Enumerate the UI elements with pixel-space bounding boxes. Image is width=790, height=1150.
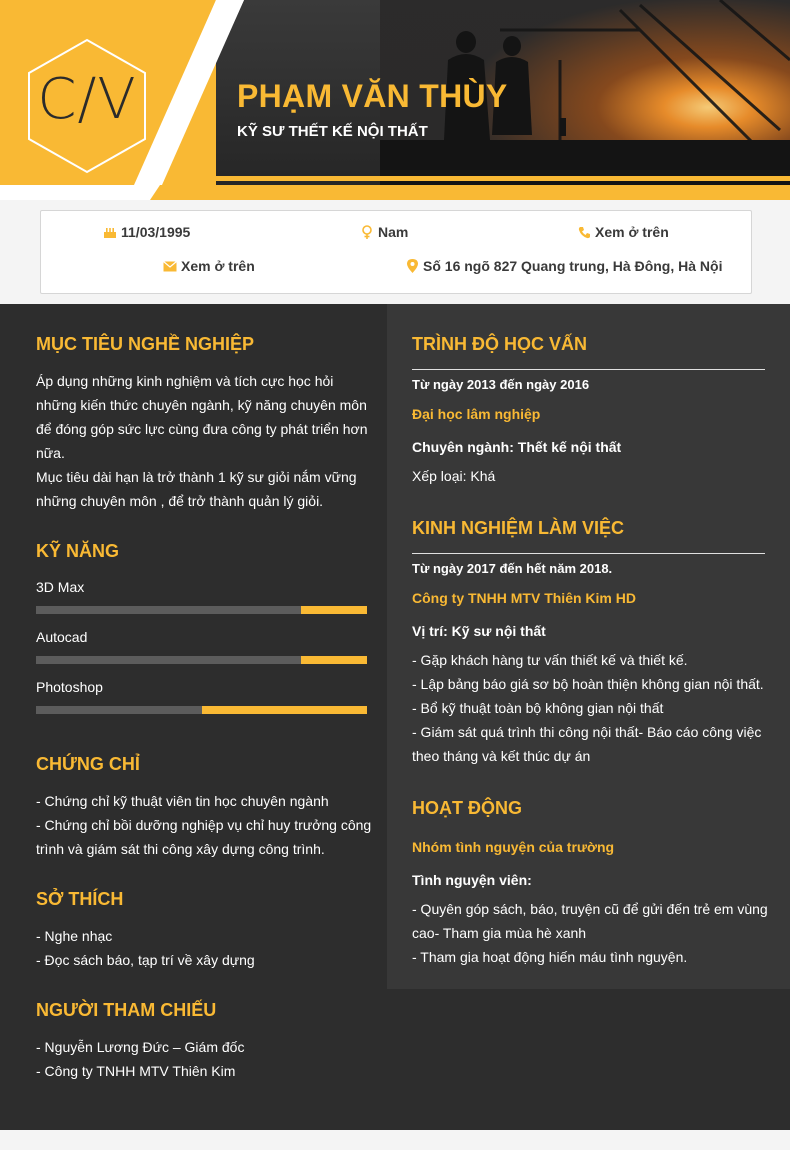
duty-line: - Gặp khách hàng tư vấn thiết kế và thiết kế. bbox=[412, 652, 688, 668]
gender-value: Nam bbox=[378, 224, 409, 240]
cake-icon bbox=[103, 225, 117, 239]
references-title: NGƯỜI THAM CHIẾU bbox=[36, 1000, 217, 1020]
objective-line: Mục tiêu dài hạn là trở thành 1 kỹ sư giỏi nắm vững bbox=[36, 469, 357, 485]
education-grade: Xếp loại: Khá bbox=[412, 468, 496, 484]
certificates-title: CHỨNG CHỈ bbox=[36, 754, 140, 774]
phone-item bbox=[577, 224, 669, 240]
activity-line: - Quyên góp sách, báo, truyện cũ để gửi đến trẻ em vùng bbox=[412, 901, 768, 917]
duty-line: - Lập bảng báo giá sơ bộ hoàn thiện không gian nội thất. bbox=[412, 676, 764, 692]
reference-line: - Nguyễn Lương Đức – Giám đốc bbox=[36, 1039, 245, 1055]
skill-name: Photoshop bbox=[36, 679, 103, 695]
experience-divider bbox=[412, 553, 765, 554]
duty-line: - Giám sát quá trình thi công nội thất- Báo cáo công việc bbox=[412, 724, 762, 740]
skill-bar bbox=[36, 606, 367, 614]
objective-text bbox=[36, 369, 376, 513]
duty-line: - Bổ kỹ thuật toàn bộ không gian nội thất bbox=[412, 700, 664, 716]
email-icon bbox=[163, 259, 177, 273]
education-period: Từ ngày 2013 đến ngày 2016 bbox=[412, 377, 590, 392]
experience-duties bbox=[412, 648, 782, 768]
hobbies-text bbox=[36, 924, 376, 972]
hobby-line: - Đọc sách báo, tạp trí về xây dựng bbox=[36, 952, 255, 968]
certificates-text bbox=[36, 789, 381, 861]
objective-title: MỤC TIÊU NGHỀ NGHIỆP bbox=[36, 334, 255, 354]
hobby-line: - Nghe nhạc bbox=[36, 928, 113, 944]
cv-logo-text: C/V bbox=[37, 67, 137, 132]
references-text bbox=[36, 1035, 376, 1083]
education-divider bbox=[412, 369, 765, 370]
birthday-item bbox=[103, 224, 190, 240]
skills-title: KỸ NĂNG bbox=[36, 541, 120, 561]
phone-value: Xem ở trên bbox=[595, 224, 669, 240]
experience-title: KINH NGHIỆM LÀM VIỆC bbox=[412, 518, 625, 538]
candidate-name: PHẠM VĂN THÙY bbox=[237, 78, 508, 114]
hobbies-title: SỞ THÍCH bbox=[36, 889, 124, 909]
job-title: KỸ SƯ THẾT KẾ NỘI THẤT bbox=[237, 123, 428, 140]
gender-item bbox=[360, 224, 408, 240]
skill-bar-fill bbox=[301, 606, 367, 614]
phone-icon bbox=[577, 225, 591, 239]
address-item bbox=[405, 258, 722, 274]
experience-company: Công ty TNHH MTV Thiên Kim HD bbox=[412, 590, 636, 606]
education-title: TRÌNH ĐỘ HỌC VẤN bbox=[412, 334, 587, 354]
certificate-line: - Chứng chỉ bồi dưỡng nghiệp vụ chỉ huy trưởng công bbox=[36, 817, 372, 833]
objective-line: nữa. bbox=[36, 445, 65, 461]
duty-line: theo tháng và kết thúc dự án bbox=[412, 748, 591, 764]
certificate-line: trình và giám sát thi công xây dựng công trình. bbox=[36, 841, 325, 857]
activities-group: Nhóm tình nguyện của trường bbox=[412, 839, 615, 855]
objective-line: những kiến thức chuyên ngành, kỹ năng chuyên môn bbox=[36, 397, 367, 413]
skill-name: 3D Max bbox=[36, 579, 85, 595]
location-icon bbox=[405, 259, 419, 273]
address-value: Số 16 ngõ 827 Quang trung, Hà Đông, Hà Nội bbox=[423, 258, 723, 274]
education-major: Chuyên ngành: Thết kế nội thất bbox=[412, 439, 622, 455]
skill-bar-fill bbox=[202, 706, 368, 714]
page-footer-strip bbox=[0, 1130, 790, 1150]
skill-bar-fill bbox=[301, 656, 367, 664]
email-value: Xem ở trên bbox=[181, 258, 255, 274]
skill-bar bbox=[36, 656, 367, 664]
skill-name: Autocad bbox=[36, 629, 88, 645]
activities-text bbox=[412, 897, 782, 969]
gender-icon bbox=[360, 225, 374, 239]
experience-period: Từ ngày 2017 đến hết năm 2018. bbox=[412, 561, 613, 576]
activities-role: Tình nguyện viên: bbox=[412, 872, 532, 888]
experience-position: Vị trí: Kỹ sư nội thất bbox=[412, 623, 546, 639]
contact-box bbox=[40, 210, 752, 294]
objective-line: để đóng góp sức lực cùng đưa công ty phát triển hơn bbox=[36, 421, 368, 437]
reference-line: - Công ty TNHH MTV Thiên Kim bbox=[36, 1063, 236, 1079]
birthday-value: 11/03/1995 bbox=[121, 224, 191, 240]
skill-bar bbox=[36, 706, 367, 714]
activity-line: - Tham gia hoạt động hiến máu tình nguyện. bbox=[412, 949, 688, 965]
email-item bbox=[163, 258, 255, 274]
cv-header bbox=[0, 0, 790, 200]
objective-line: Áp dụng những kinh nghiệm và tích cực học hỏi bbox=[36, 373, 334, 389]
education-school: Đại học lâm nghiệp bbox=[412, 406, 541, 422]
activity-line: cao- Tham gia mùa hè xanh bbox=[412, 925, 587, 941]
certificate-line: - Chứng chỉ kỹ thuật viên tin học chuyên ngành bbox=[36, 793, 329, 809]
activities-title: HOẠT ĐỘNG bbox=[412, 798, 522, 818]
objective-line: những chuyên môn , để trở thành quản lý giỏi. bbox=[36, 493, 324, 509]
